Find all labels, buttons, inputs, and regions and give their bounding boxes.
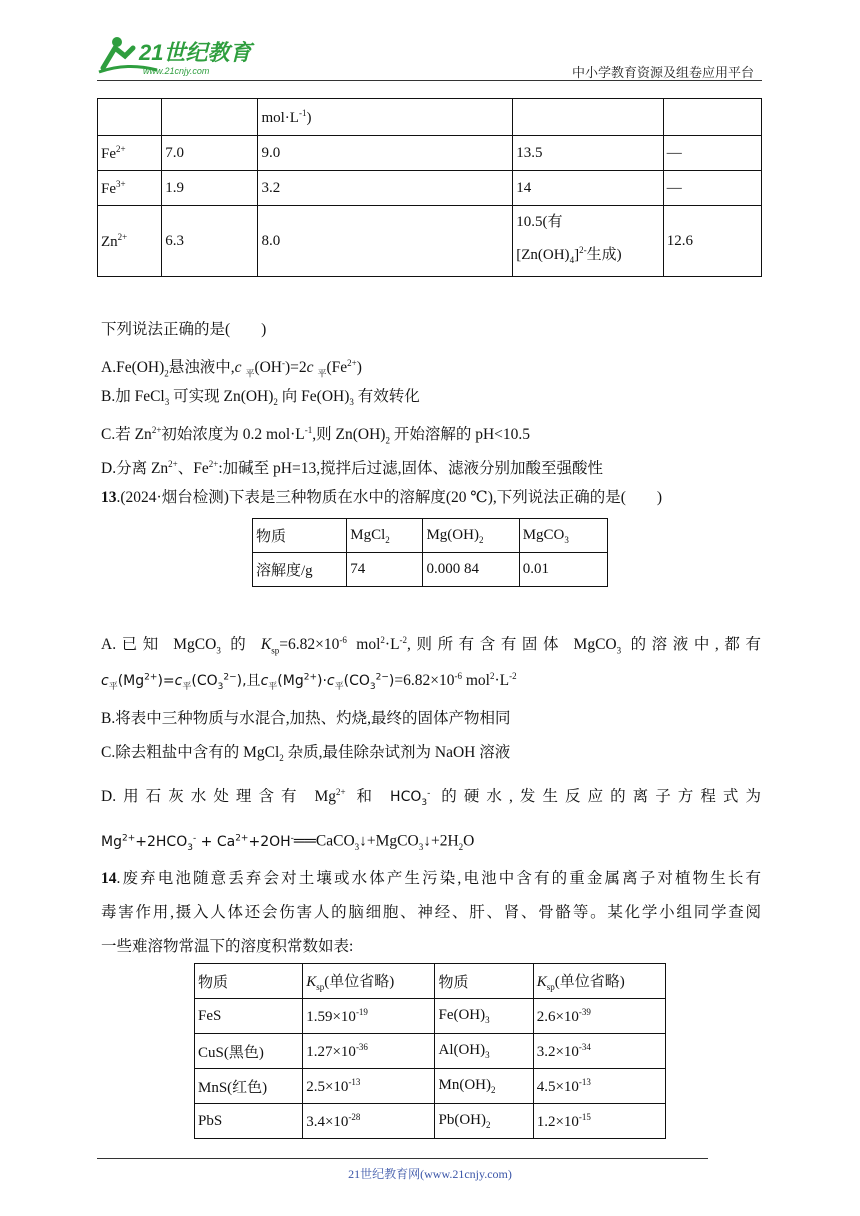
table-row: 物质 MgCl$_2$ $Mg(OH)_2$ MgCO$_3$ — [253, 519, 608, 553]
table-row: 物质 $K_{sp}$(单位省略) 物质 $K_{sp}$(单位省略) — [195, 964, 666, 999]
table-row: PbS $3.4\times 10^{-28}$ $Pb(OH)_2$ $1.2\times 10^{-15}$ — [195, 1104, 666, 1139]
q12-option-b: B.加 FeCl$_3$ 可实现 $Zn(OH)_2$ 向 $Fe(OH)_3$ 有效转化 — [101, 388, 420, 408]
footer-text: 21世纪教育网(www.21cnjy.com) — [348, 1167, 512, 1181]
footer-divider — [97, 1158, 708, 1159]
table-row — [98, 99, 762, 136]
q12-option-d: D.分离 $Zn^{2+}$、$Fe^{2+}$:加碱至 pH=13,搅拌后过滤,固体、滤液分别加酸至强酸性 — [101, 459, 603, 478]
table-row: FeS $1.59\times 10^{-19}$ $Fe(OH)_3$ $2.6\times 10^{-39}$ — [195, 999, 666, 1034]
q13-option-b: B.将表中三种物质与水混合,加热、灼烧,最终的固体产物相同 — [101, 710, 511, 727]
table-row: 溶解度/g 74 0.000 84 0.01 — [253, 553, 608, 587]
q14-line1: 14.废弃电池随意丢弃会对土壤或水体产生污染,电池中含有的重金属离子对植物生长有 — [101, 870, 761, 887]
table-row: $Zn^{2+}$ 6.3 8.0 10.5(有 $[Zn(OH)_4]^{2-}$生成) 12.6 — [98, 206, 762, 277]
header-platform-text: 中小学教育资源及组卷应用平台 — [571, 66, 754, 81]
ksp-table — [194, 963, 666, 1139]
table-row: CuS(黑色) $1.27\times 10^{-36}$ $Al(OH)_3$ $3.2\times 10^{-34}$ — [195, 1034, 666, 1069]
page-header — [97, 34, 762, 81]
q12-option-c: C.若 $Zn^{2+}$初始浓度为 0.2 $mol\cdot L^{-1}$,则 $Zn(OH)_2$ 开始溶解的 pH<10.5 — [101, 425, 531, 446]
svg-text:www.21cnjy.com: www.21cnjy.com — [143, 66, 210, 76]
svg-text:21世纪教育: 21世纪教育 — [139, 40, 252, 65]
q13-option-c: C.除去粗盐中含有的 MgCl$_2$ 杂质,最佳除杂试剂为 NaOH 溶液 — [101, 744, 511, 764]
table-cell: $mol\cdot L^{-1}$) — [258, 99, 513, 136]
logo-icon — [97, 34, 257, 76]
q13-option-d-equation: $Mg^{2+}+2HCO_3^-$ + $Ca^{2+}+2OH^-══CaCO_3↓+MgCO_3↓+2H_2O$ — [101, 832, 475, 853]
q14-line3: 一些难溶物常温下的溶度积常数如表: — [101, 938, 354, 955]
q13-option-a-line2: $c_平(Mg^{2+})=c_平(CO_3^{2-})$,且$c_平(Mg^{2+})\cdot c_平(CO_3^{2-})=6.82\times 10^{-6}$ $mol^2\cdot L^{-2}$ — [101, 671, 517, 692]
q13-stem: 13.(2024·烟台检测)下表是三种物质在水中的溶解度(20 ℃),下列说法正确的是( ) — [101, 489, 663, 506]
solubility-table — [252, 518, 608, 587]
table-row: MnS(红色) $2.5\times 10^{-13}$ $Mn(OH)_2$ $4.5\times 10^{-13}$ — [195, 1069, 666, 1104]
q13-option-d: D.用石灰水处理含有 $Mg^{2+}$ 和 $HCO_3^-$ 的硬水,发生反应的离子方程式为 — [101, 787, 761, 808]
ph-table — [97, 98, 762, 277]
table-row: $Fe^{3+}$ 1.9 3.2 14 — — [98, 171, 762, 206]
q12-option-a: $A.Fe(OH)_2$悬浊液中,c $_平$(OH-)=2c $_平(Fe^{2+})$ — [101, 358, 362, 379]
q12-stem: 下列说法正确的是( ) — [101, 321, 267, 338]
q13-option-a: A.已知 MgCO$_3$ 的 $K_{sp}=6.82\times 10^{-6}$ $mol^2\cdot L^{-2}$,则所有含有固体 MgCO$_3$ 的溶液中,都有 — [101, 635, 761, 656]
q14-line2: 毒害作用,摄入人体还会伤害人的脑细胞、神经、肝、肾、骨骼等。某化学小组同学查阅 — [101, 904, 761, 921]
table-row: $Fe^{2+}$ 7.0 9.0 13.5 — — [98, 136, 762, 171]
